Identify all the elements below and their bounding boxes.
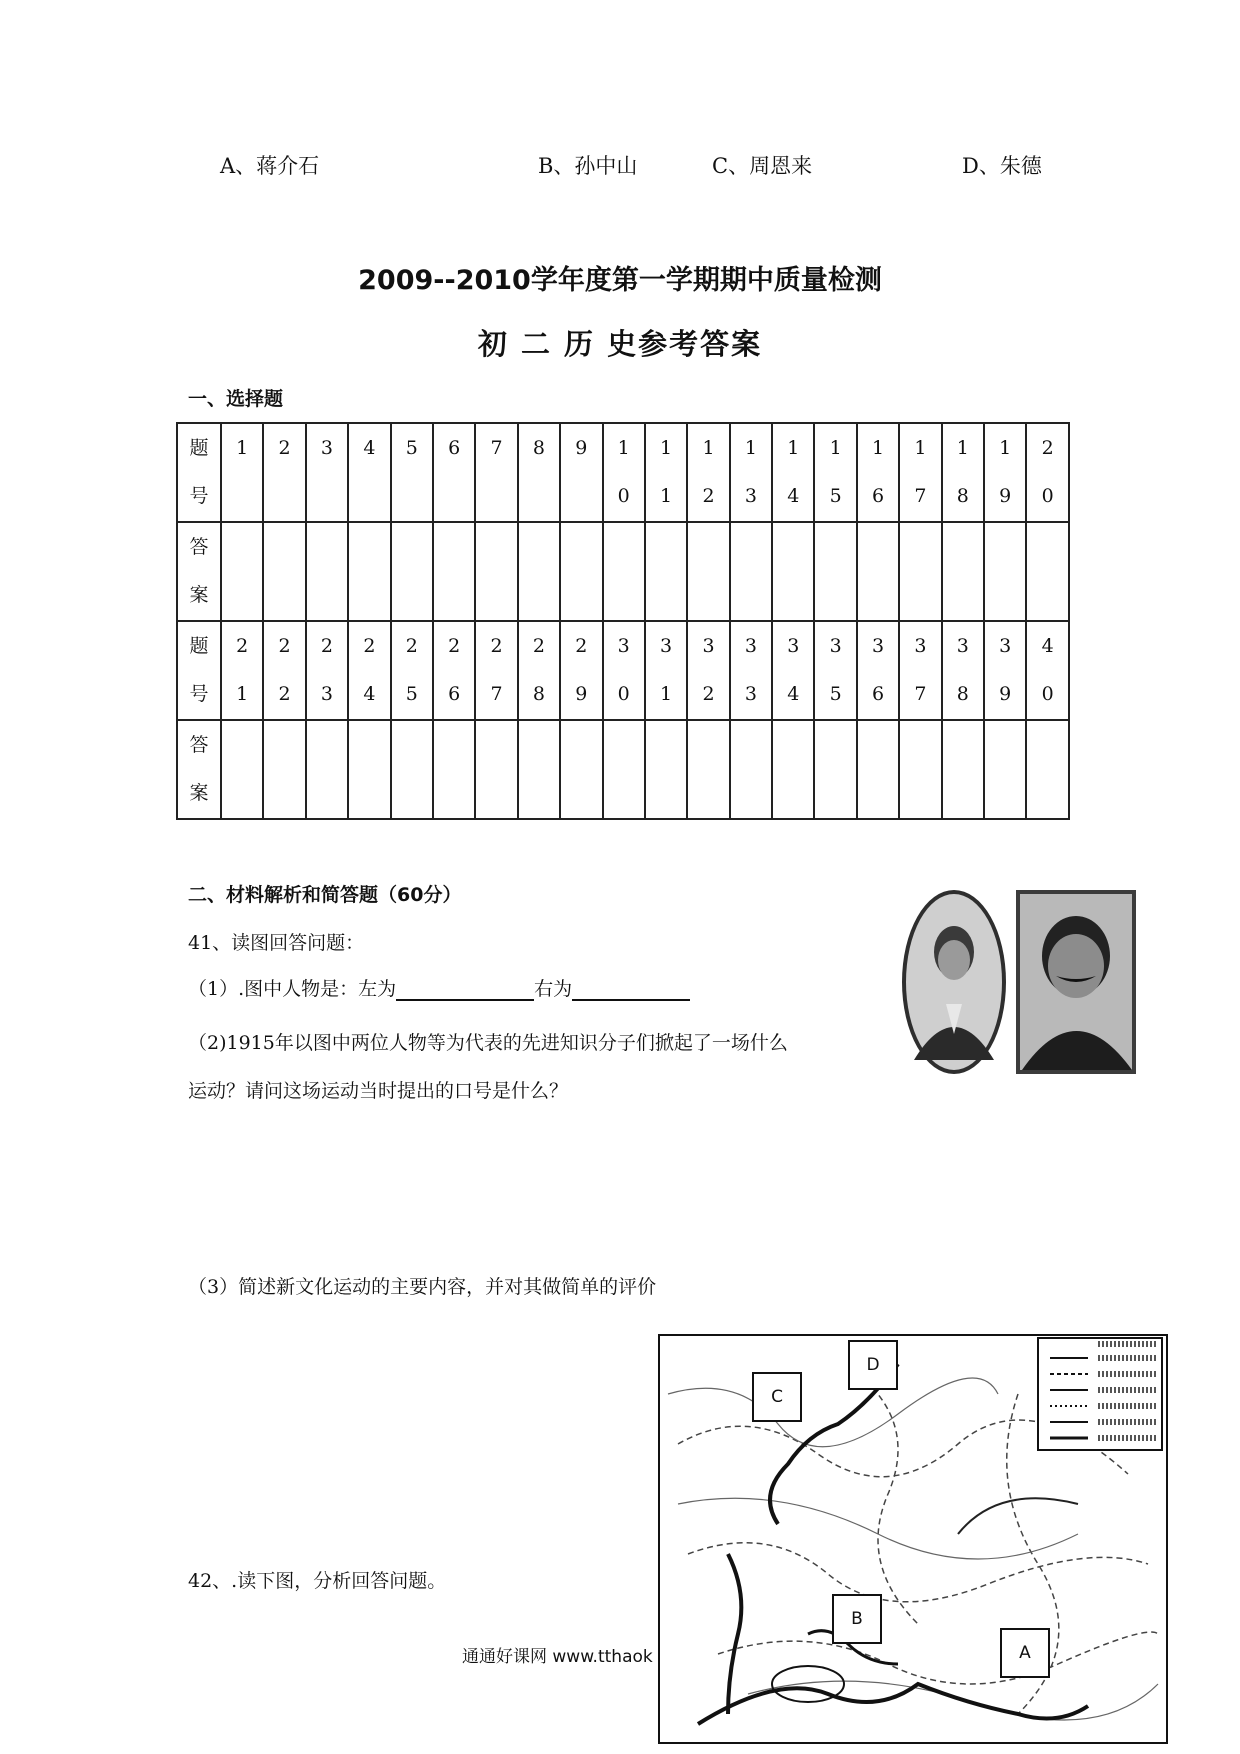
question-number-cell [433,621,475,720]
digit: 0 [617,485,630,507]
answer-cell[interactable] [475,522,517,621]
answer-cell[interactable] [942,522,984,621]
question-number-cell [1026,621,1069,720]
answer-cell[interactable] [814,720,856,819]
answer-cell[interactable] [772,720,814,819]
digit: 7 [914,485,927,507]
digit: 2 [702,683,715,705]
digit: 1 [787,437,800,459]
answer-cell[interactable] [603,522,645,621]
answer-cell[interactable] [263,522,305,621]
digit: 3 [744,683,757,705]
answer-table [176,422,1070,820]
digit: 3 [914,635,927,657]
question-number-cell [730,621,772,720]
digit: 1 [999,437,1012,459]
question-number-cell: 3 [306,423,348,522]
digit: 2 [702,485,715,507]
row-label-answer: 答 案 [177,720,221,819]
answer-cell[interactable] [391,522,433,621]
page-title: 2009--2010学年度第一学期期中质量检测 [358,265,882,296]
answer-cell[interactable] [772,522,814,621]
digit: 1 [744,437,757,459]
answer-cell[interactable] [1026,522,1069,621]
digit: 4 [787,683,800,705]
question-number-cell [899,423,941,522]
question-number-cell [391,621,433,720]
answer-cell[interactable] [348,720,390,819]
map-legend [1038,1338,1162,1450]
right-portrait [1016,890,1136,1074]
question-number-cell [221,621,263,720]
answer-cell[interactable] [899,720,941,819]
digit: 1 [660,683,673,705]
answer-cell[interactable] [899,522,941,621]
question-number-cell [687,423,729,522]
question-number-cell [603,621,645,720]
map-label-d: D [848,1340,898,1390]
question-number-cell: 5 [391,423,433,522]
answer-cell[interactable] [518,522,560,621]
question-number-cell: 9 [560,423,602,522]
answer-cell[interactable] [857,522,899,621]
digit: 5 [829,485,842,507]
digit: 7 [914,683,927,705]
question-number-cell [687,621,729,720]
digit: 0 [1041,485,1054,507]
digit: 3 [744,635,757,657]
digit: 7 [490,683,503,705]
question-number-cell [942,423,984,522]
map-label-a: A [1000,1628,1050,1678]
digit: 2 [490,635,503,657]
option-c: C、周恩来 [712,154,813,178]
digit: 1 [872,437,885,459]
digit: 9 [999,683,1012,705]
answer-cell[interactable] [857,720,899,819]
answer-cell[interactable] [942,720,984,819]
question-number-cell [772,423,814,522]
answer-cell[interactable] [221,522,263,621]
digit: 2 [236,635,249,657]
answer-row-1 [177,522,1069,621]
answer-row-2 [177,720,1069,819]
answer-cell[interactable] [645,720,687,819]
digit: 6 [872,683,885,705]
q41-p1-prefix: （1）.图中人物是：左为 [188,978,397,1000]
digit: 1 [617,437,630,459]
digit: 3 [872,635,885,657]
question-number-cell: 1 [221,423,263,522]
digit: 1 [829,437,842,459]
digit: 6 [872,485,885,507]
answer-cell[interactable] [560,720,602,819]
answer-cell[interactable] [221,720,263,819]
digit: 2 [532,635,545,657]
option-a: A、蒋介石 [220,154,320,178]
digit: 1 [914,437,927,459]
digit: 9 [999,485,1012,507]
question-number-cell: 4 [348,423,390,522]
question-number-cell [772,621,814,720]
question-41-part-2-line-2: 运动？请问这场运动当时提出的口号是什么？ [188,1080,569,1102]
question-number-row-2 [177,621,1069,720]
answer-cell[interactable] [560,522,602,621]
answer-cell[interactable] [518,720,560,819]
answer-cell[interactable] [433,522,475,621]
section-heading-choice: 一、选择题 [188,388,284,410]
answer-cell[interactable] [1026,720,1069,819]
historical-route-map [658,1334,1168,1744]
question-number-cell [1026,423,1069,522]
digit: 4 [363,683,376,705]
digit: 6 [448,683,461,705]
answer-cell[interactable] [348,522,390,621]
digit: 1 [702,437,715,459]
answer-cell[interactable] [603,720,645,819]
question-number-cell [814,621,856,720]
digit: 5 [829,683,842,705]
digit: 4 [1041,635,1054,657]
answer-cell[interactable] [391,720,433,819]
answer-cell[interactable] [433,720,475,819]
question-number-cell [306,621,348,720]
digit: 9 [575,683,588,705]
option-b: B、孙中山 [538,154,638,178]
question-number-cell [348,621,390,720]
question-number-cell: 7 [475,423,517,522]
portrait-photos [900,884,1140,1080]
digit: 3 [956,635,969,657]
digit: 4 [787,485,800,507]
digit: 2 [448,635,461,657]
digit: 2 [278,683,291,705]
digit: 1 [660,437,673,459]
question-41-part-2-line-1: （2)1915年以图中两位人物等为代表的先进知识分子们掀起了一场什么 [188,1032,788,1054]
answer-cell[interactable] [814,522,856,621]
digit: 3 [320,683,334,705]
question-number-cell [814,423,856,522]
question-number-cell [899,621,941,720]
option-d: D、朱德 [962,154,1042,178]
left-portrait [902,890,1006,1074]
section-heading-material: 二、材料解析和简答题（60分） [188,884,462,906]
map-label-c: C [752,1372,802,1422]
digit: 5 [405,683,418,705]
answer-cell[interactable] [306,720,348,819]
answer-cell[interactable] [730,522,772,621]
answer-cell[interactable] [645,522,687,621]
question-number-cell [645,621,687,720]
question-number-cell [603,423,645,522]
question-number-cell [518,621,560,720]
digit: 3 [617,635,630,657]
answer-cell[interactable] [730,720,772,819]
digit: 8 [956,683,969,705]
digit: 2 [1041,437,1054,459]
row-label-question: 题 号 [177,621,221,720]
map-label-b: B [832,1594,882,1644]
digit: 2 [575,635,588,657]
q41-p1-middle: 右为 [534,978,573,1000]
question-number-cell [984,621,1026,720]
digit: 8 [532,683,545,705]
question-number-cell [645,423,687,522]
digit: 1 [956,437,969,459]
question-41-stem: 41、读图回答问题： [188,932,365,954]
digit: 2 [320,635,334,657]
answer-cell[interactable] [984,522,1026,621]
answer-cell[interactable] [687,720,729,819]
digit: 2 [278,635,291,657]
question-number-cell [857,621,899,720]
question-number-cell: 2 [263,423,305,522]
question-number-row-1 [177,423,1069,522]
question-42-stem: 42、.读下图，分析回答问题。 [188,1570,447,1592]
question-number-cell [857,423,899,522]
digit: 3 [660,635,673,657]
digit: 0 [1041,683,1054,705]
answer-cell[interactable] [687,522,729,621]
digit: 8 [956,485,969,507]
row-label-answer: 答 案 [177,522,221,621]
question-number-cell [263,621,305,720]
digit: 3 [744,485,757,507]
page-subtitle: 初 二 历 史参考答案 [477,327,763,361]
digit: 3 [787,635,800,657]
digit: 1 [236,683,249,705]
question-number-cell [730,423,772,522]
question-number-cell: 6 [433,423,475,522]
answer-cell[interactable] [306,522,348,621]
answer-cell[interactable] [984,720,1026,819]
question-number-cell [942,621,984,720]
question-number-cell: 8 [518,423,560,522]
digit: 2 [363,635,376,657]
left-person-blank[interactable] [396,977,534,1001]
question-number-cell [475,621,517,720]
right-person-blank[interactable] [572,977,690,1001]
digit: 3 [999,635,1012,657]
answer-cell[interactable] [475,720,517,819]
answer-cell[interactable] [263,720,305,819]
question-number-cell [984,423,1026,522]
question-41-part-1 [188,974,690,1001]
digit: 2 [405,635,418,657]
digit: 1 [660,485,673,507]
digit: 3 [702,635,715,657]
digit: 3 [829,635,842,657]
question-number-cell [560,621,602,720]
question-41-part-3: （3）简述新文化运动的主要内容，并对其做简单的评价 [188,1276,657,1298]
row-label-question: 题 号 [177,423,221,522]
digit: 0 [617,683,630,705]
footer-watermark: 通通好课网 www.tthaok [462,1642,655,1667]
